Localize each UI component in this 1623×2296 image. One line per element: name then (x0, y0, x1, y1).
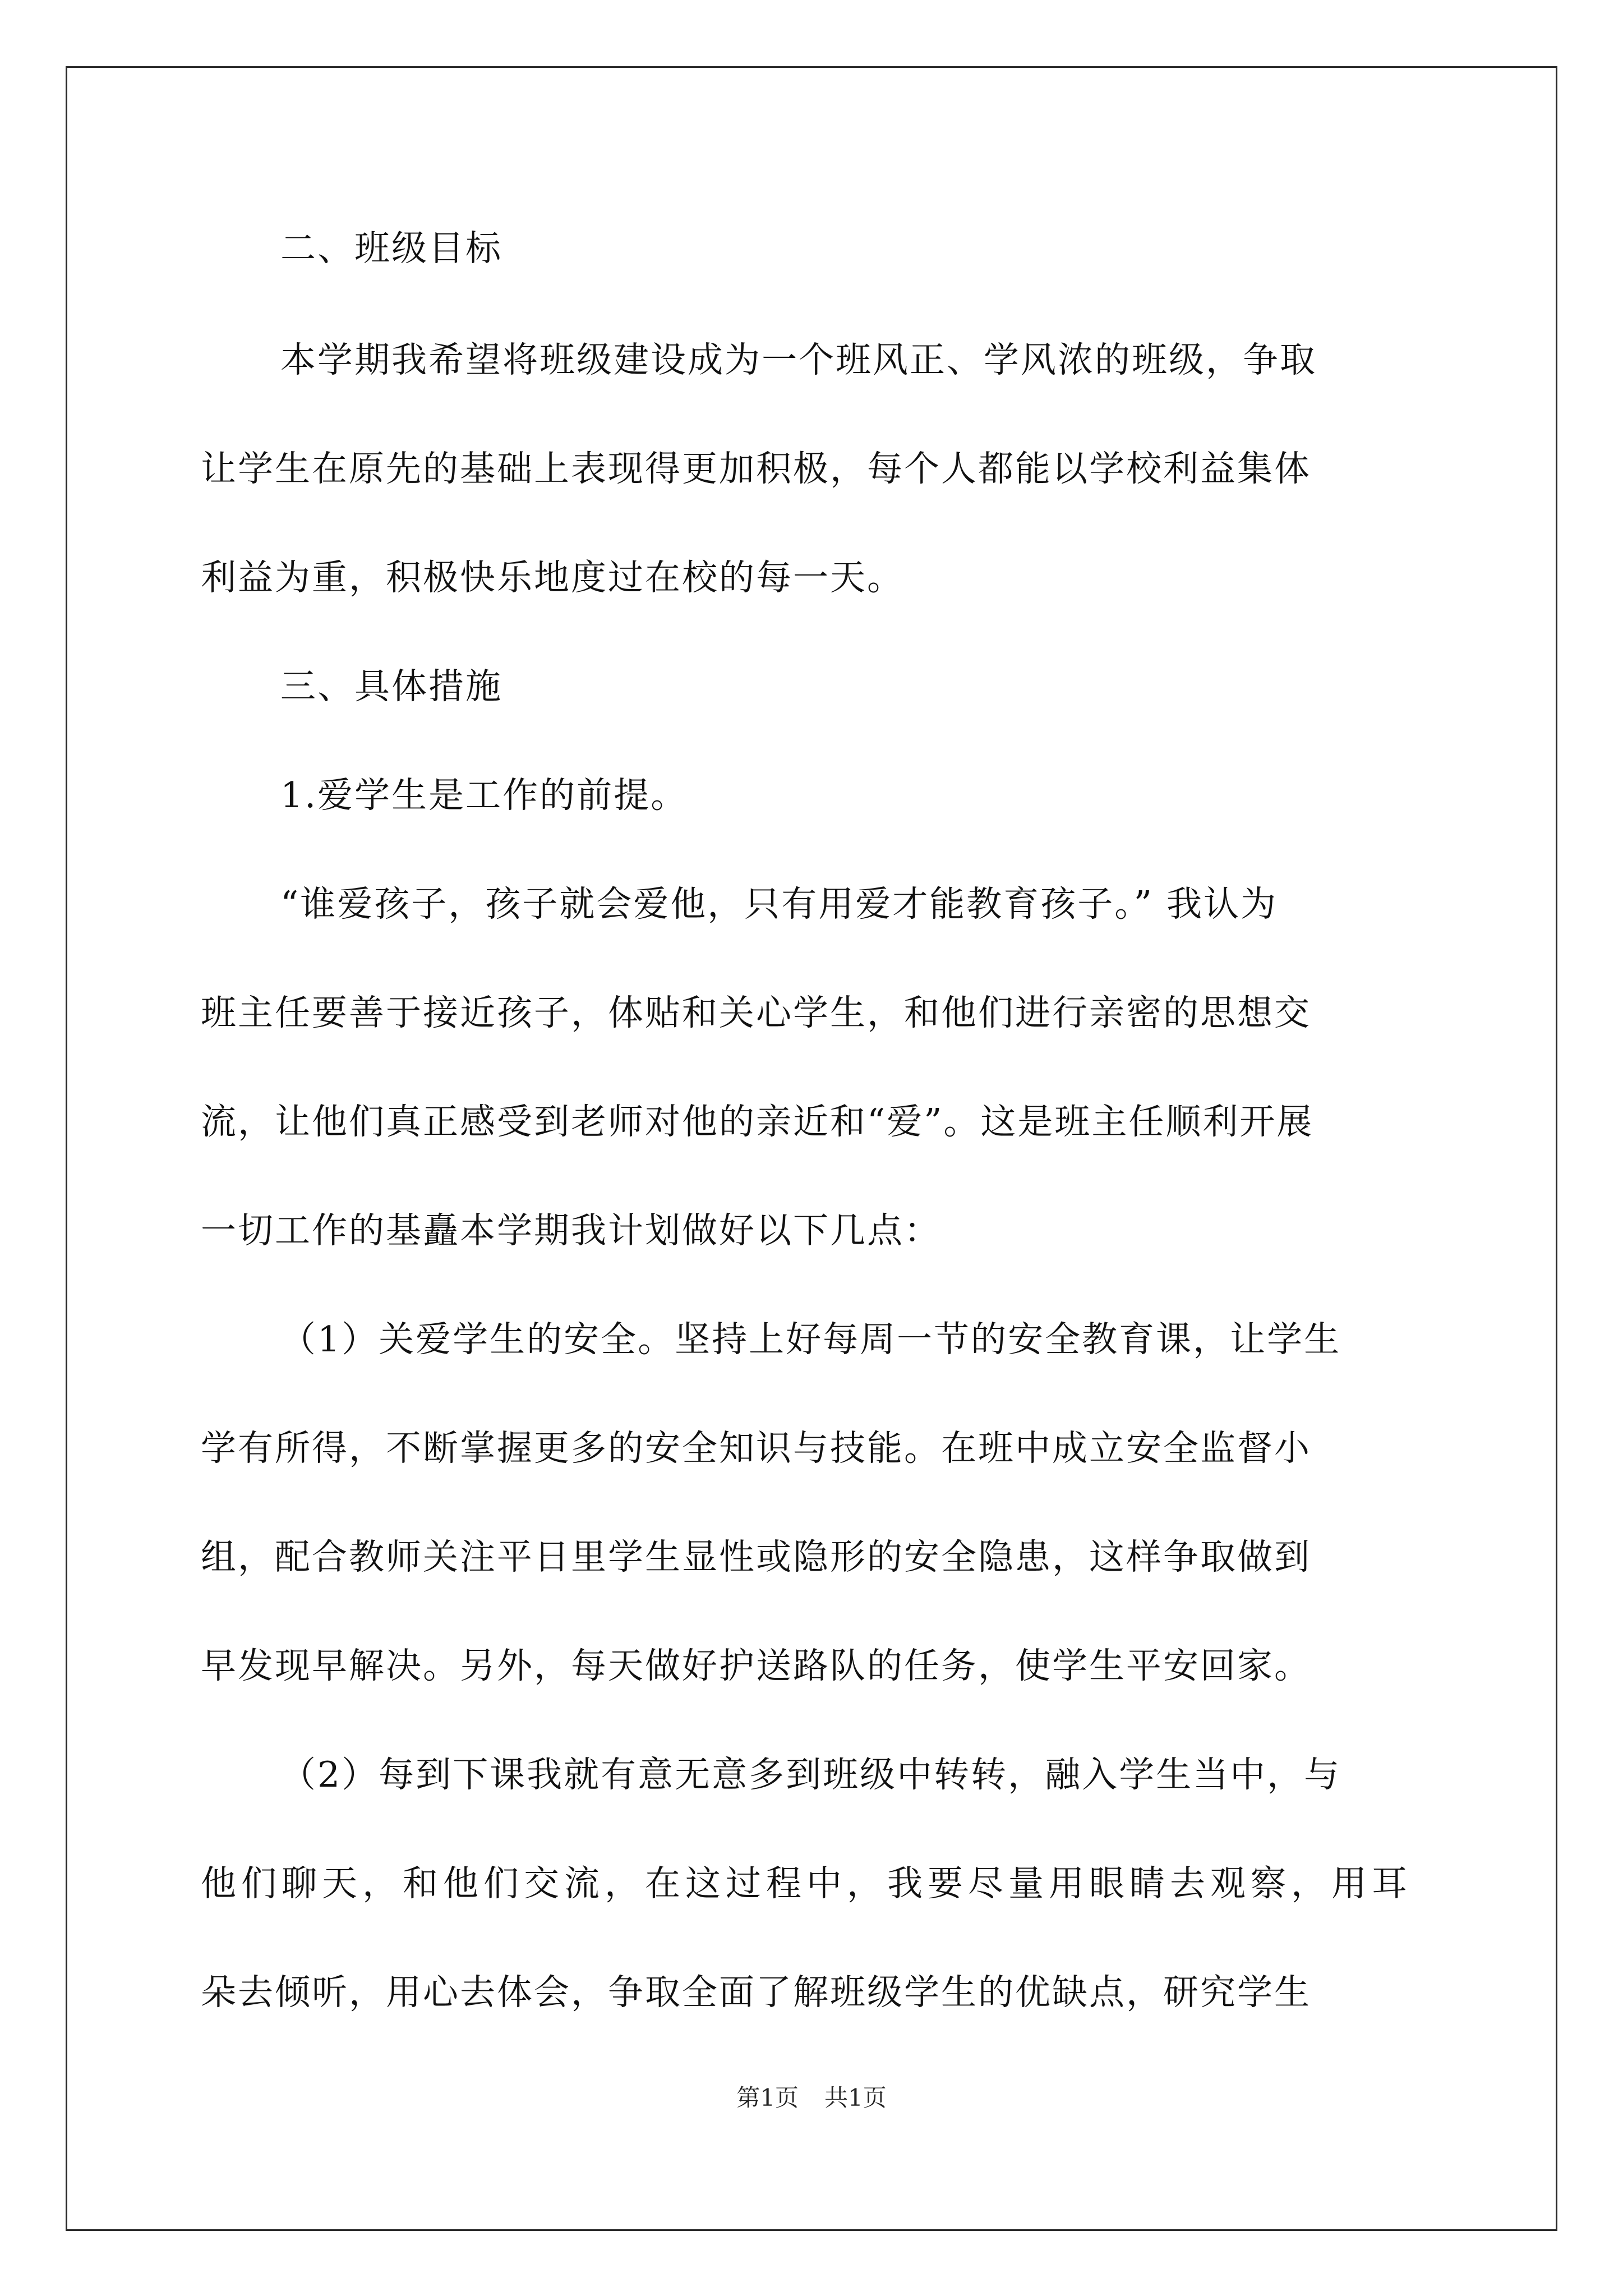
section-heading-measures: 三、具体措施 (280, 666, 502, 707)
point-2-line-1: （2）每到下课我就有意无意多到班级中转转，融入学生当中，与 (280, 1754, 1341, 1795)
goal-paragraph-line-3: 利益为重，积极快乐地度过在校的每一天。 (201, 557, 904, 598)
page-number-current: 第1页 (736, 2084, 799, 2111)
section-heading-goals: 二、班级目标 (280, 228, 502, 269)
point-2-line-3: 朵去倾听，用心去体会，争取全面了解班级学生的优缺点，研究学生 (201, 1972, 1311, 2013)
quote-paragraph-line-1: “谁爱孩子，孩子就会爱他，只有用爱才能教育孩子。” 我认为 (280, 884, 1278, 924)
point-1-line-3: 组，配合教师关注平日里学生显性或隐形的安全隐患，这样争取做到 (201, 1536, 1311, 1577)
goal-paragraph-line-1: 本学期我希望将班级建设成为一个班风正、学风浓的班级，争取 (280, 339, 1317, 380)
point-1-line-4: 早发现早解决。另外，每天做好护送路队的任务，使学生平安回家。 (201, 1645, 1311, 1686)
point-2-line-2: 他们聊天，和他们交流，在这过程中，我要尽量用眼睛去观察，用耳 (201, 1863, 1412, 1904)
point-1-line-2: 学有所得，不断掌握更多的安全知识与技能。在班中成立安全监督小 (201, 1428, 1311, 1469)
quote-paragraph-line-4: 一切工作的基矗本学期我计划做好以下几点： (201, 1210, 941, 1251)
point-1-line-1: （1）关爱学生的安全。坚持上好每周一节的安全教育课，让学生 (280, 1319, 1341, 1360)
page-footer (0, 2082, 1623, 2114)
page-number-total: 共1页 (824, 2084, 887, 2111)
item-1-title: 1.爱学生是工作的前提。 (280, 775, 688, 816)
quote-paragraph-line-2: 班主任要善于接近孩子，体贴和关心学生，和他们进行亲密的思想交 (201, 992, 1311, 1033)
quote-paragraph-line-3: 流，让他们真正感受到老师对他的亲近和“爱”。这是班主任顺利开展 (201, 1101, 1314, 1142)
goal-paragraph-line-2: 让学生在原先的基础上表现得更加积极，每个人都能以学校利益集体 (201, 448, 1311, 489)
